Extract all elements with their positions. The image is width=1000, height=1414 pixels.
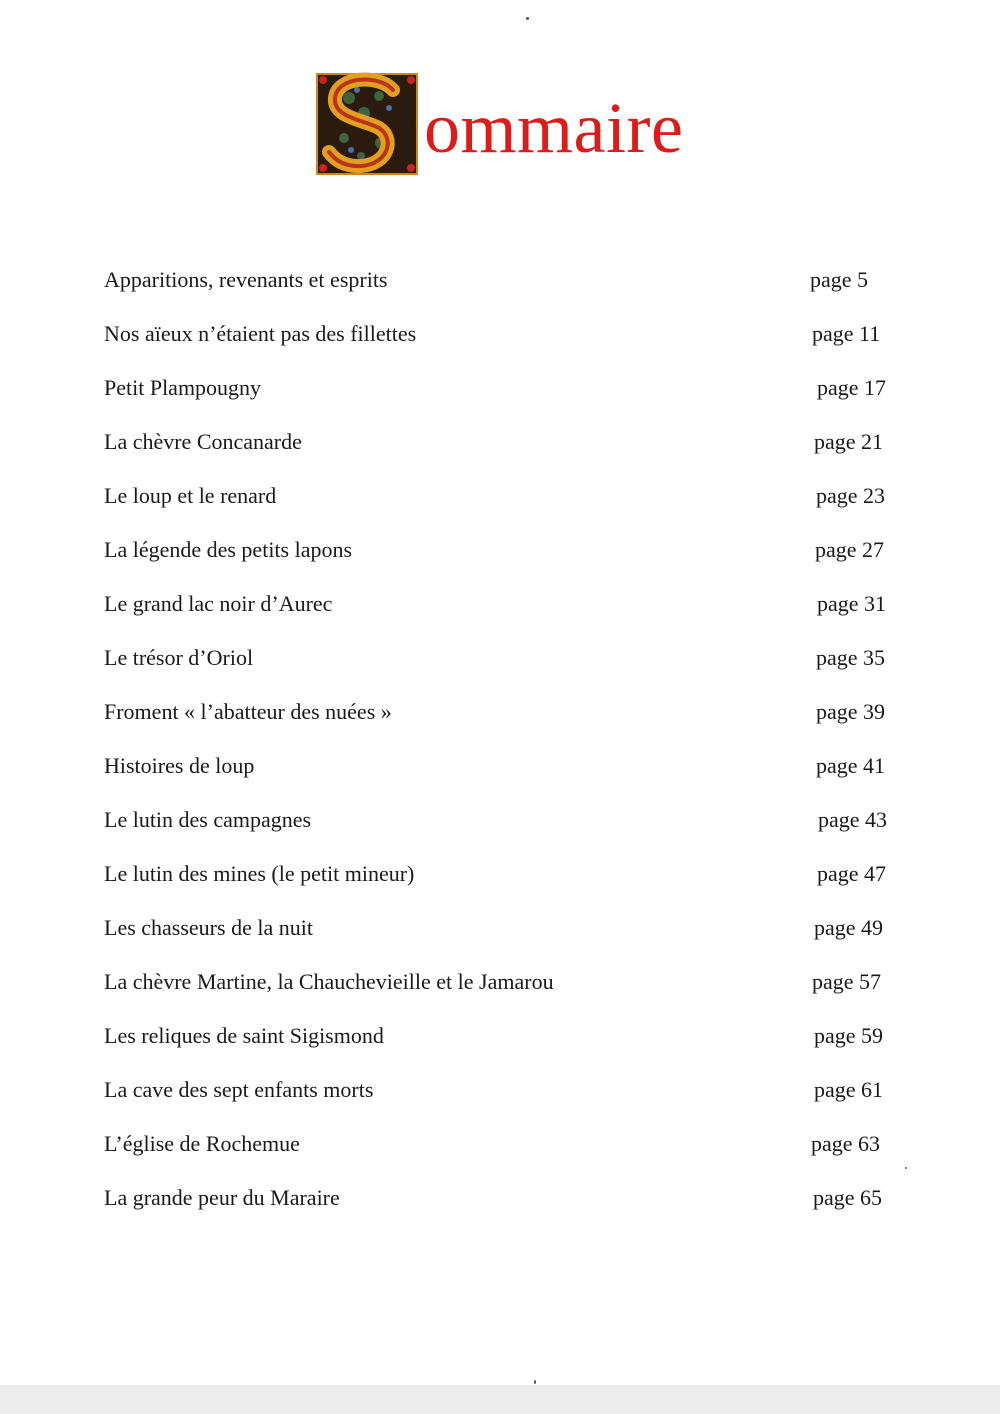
- toc-entry[interactable]: [104, 910, 904, 964]
- toc-entry-page: page 59: [814, 1023, 884, 1048]
- toc-entry-title: Le trésor d’Oriol: [104, 645, 254, 670]
- toc-entry-page: page 57: [812, 969, 882, 994]
- toc-entry[interactable]: [104, 424, 904, 478]
- toc-entry-title: Le lutin des mines (le petit mineur): [104, 861, 415, 886]
- toc-entry-page: page 65: [813, 1185, 883, 1210]
- toc-entry-title: Le grand lac noir d’Aurec: [104, 591, 333, 616]
- toc-entry-title: Petit Plampougny: [104, 375, 262, 400]
- toc-entry-page: page 61: [814, 1077, 884, 1102]
- toc-entry[interactable]: [104, 694, 904, 748]
- illuminated-initial: [309, 68, 422, 178]
- toc-entry-page: page 31: [817, 591, 887, 616]
- toc-entry[interactable]: [104, 802, 904, 856]
- toc-entry[interactable]: [104, 532, 904, 586]
- toc-entry-page: page 39: [816, 699, 886, 724]
- toc-entry-title: Froment « l’abatteur des nuées »: [104, 699, 392, 724]
- toc-entry[interactable]: [104, 856, 904, 910]
- toc-entry-page: page 47: [817, 861, 887, 886]
- paper-speck: [534, 1380, 536, 1384]
- title-text: ommaire: [424, 88, 684, 168]
- toc-entry-page: page 23: [816, 483, 886, 508]
- toc-entry-page: page 35: [816, 645, 886, 670]
- toc-entry-title: Le loup et le renard: [104, 483, 277, 508]
- toc-entry-title: La chèvre Martine, la Chauchevieille et le Jamarou: [104, 969, 554, 994]
- toc-entry[interactable]: [104, 586, 904, 640]
- toc-entry-title: L’église de Rochemue: [104, 1131, 300, 1156]
- toc-entry-page: page 49: [814, 915, 884, 940]
- toc-entry-title: Apparitions, revenants et esprits: [104, 267, 388, 292]
- toc-entry[interactable]: [104, 1018, 904, 1072]
- page-title: [309, 66, 683, 178]
- toc-entry[interactable]: [104, 1072, 904, 1126]
- paper-speck: [905, 1167, 907, 1169]
- toc-entry[interactable]: [104, 316, 904, 370]
- toc-entry-title: La cave des sept enfants morts: [104, 1077, 374, 1102]
- toc-entry-page: page 41: [816, 753, 886, 778]
- toc-entry[interactable]: [104, 262, 904, 316]
- toc-entry-page: page 11: [812, 321, 881, 346]
- toc-entry[interactable]: [104, 748, 904, 802]
- toc-entry-title: Les reliques de saint Sigismond: [104, 1023, 384, 1048]
- toc-entry-title: La légende des petits lapons: [104, 537, 353, 562]
- toc-entry-title: La grande peur du Maraire: [104, 1185, 340, 1210]
- toc-entry[interactable]: [104, 640, 904, 694]
- toc-entry[interactable]: [104, 478, 904, 532]
- toc-entry-title: La chèvre Concanarde: [104, 429, 302, 454]
- toc-entry-page: page 5: [810, 267, 869, 292]
- toc-entry-title: Nos aïeux n’étaient pas des fillettes: [104, 321, 417, 346]
- paper-speck: [526, 17, 529, 20]
- toc-entry-page: page 17: [817, 375, 887, 400]
- toc-entry[interactable]: [104, 370, 904, 424]
- toc-entry[interactable]: [104, 964, 904, 1018]
- scan-edge: [0, 1385, 1000, 1414]
- toc-entry[interactable]: [104, 1126, 904, 1180]
- toc-entry-page: page 43: [818, 807, 888, 832]
- toc-entry-page: page 27: [815, 537, 885, 562]
- toc-entry-title: Les chasseurs de la nuit: [104, 915, 313, 940]
- toc-entry-title: Histoires de loup: [104, 753, 255, 778]
- toc-entry-title: Le lutin des campagnes: [104, 807, 312, 832]
- toc-entry-page: page 21: [814, 429, 884, 454]
- table-of-contents: [104, 262, 904, 1234]
- toc-entry[interactable]: [104, 1180, 904, 1234]
- toc-entry-page: page 63: [811, 1131, 881, 1156]
